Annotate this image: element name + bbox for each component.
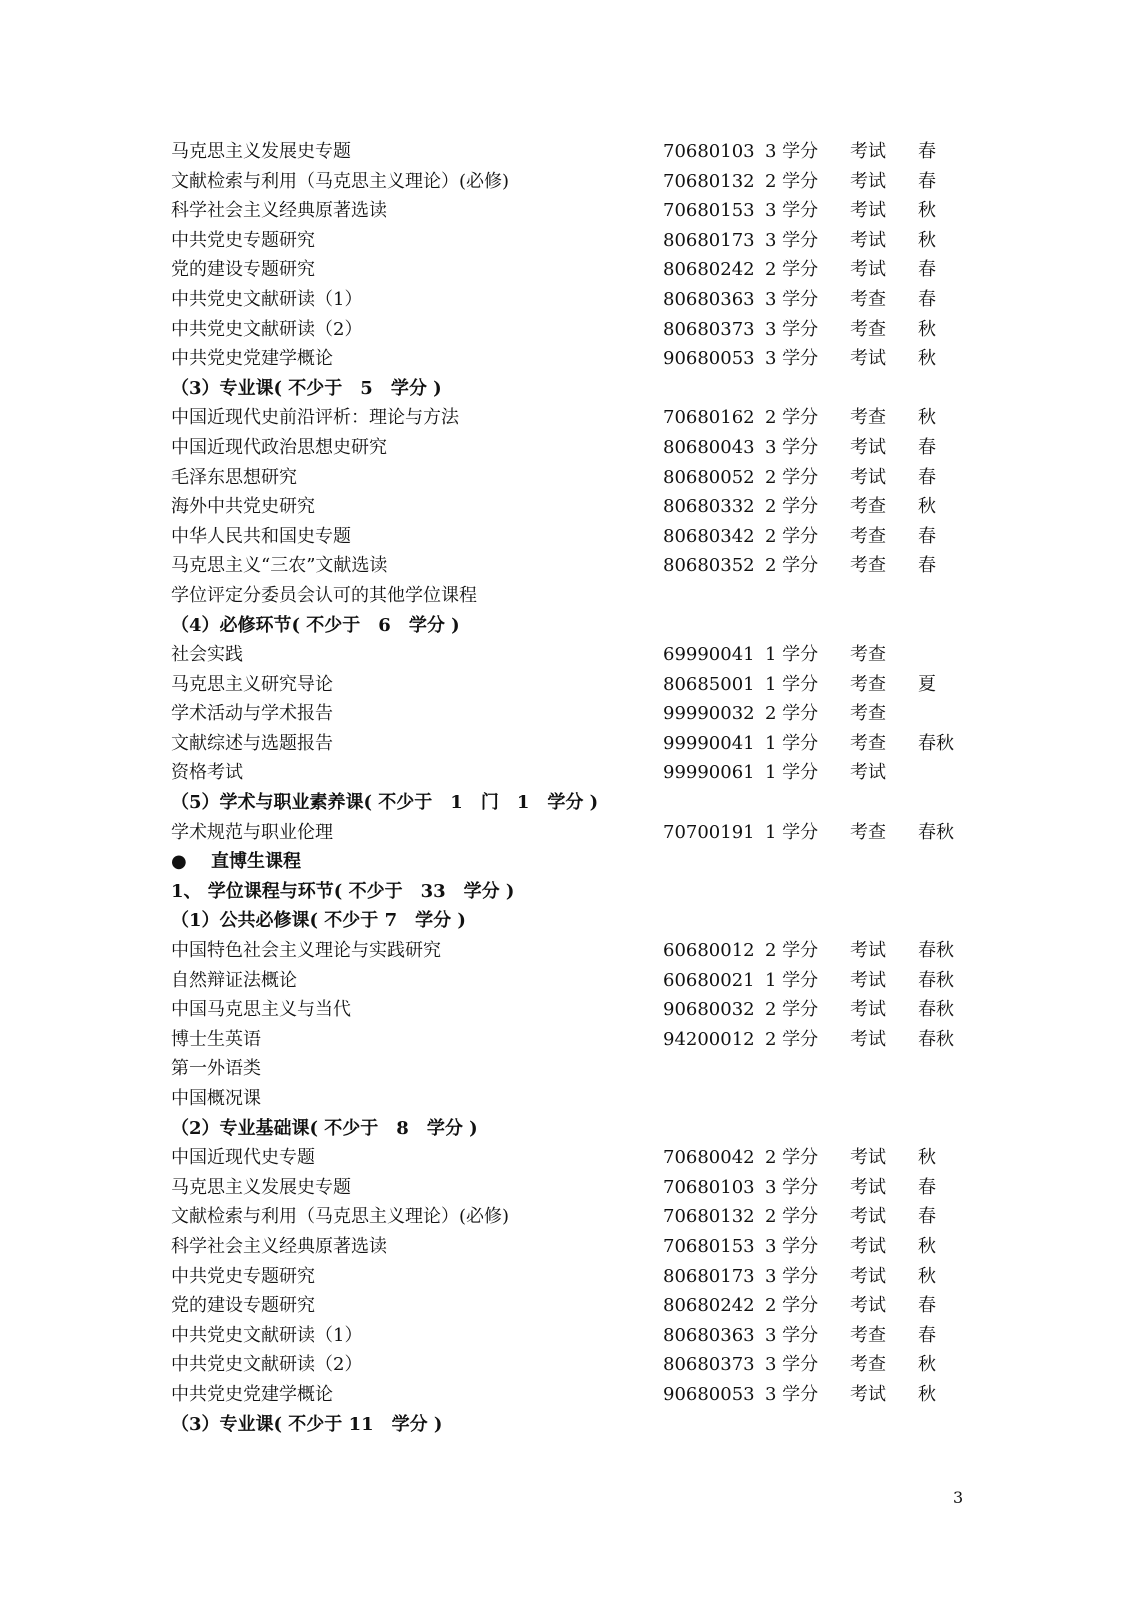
course-code: 80680242 <box>663 1295 755 1317</box>
course-name: 中国近现代史前沿评析：理论与方法 <box>171 407 459 429</box>
course-code: 80680173 <box>663 1265 755 1287</box>
course-document <box>171 137 971 1439</box>
course-credit: 3 学分 <box>765 229 819 251</box>
course-code: 70680042 <box>663 1147 755 1169</box>
course-name: 文献综述与选题报告 <box>171 732 333 754</box>
course-name: 中共党史专题研究 <box>171 229 315 251</box>
section-heading <box>171 1410 971 1440</box>
course-name: 中共党史文献研读（2） <box>171 318 363 340</box>
course-term: 秋 <box>918 496 936 518</box>
course-row <box>171 1054 971 1084</box>
course-name: 中国概况课 <box>171 1088 261 1109</box>
section-heading <box>171 877 971 907</box>
section-heading <box>171 788 971 818</box>
course-assessment: 考试 <box>850 200 886 222</box>
course-name: 博士生英语 <box>171 1028 261 1050</box>
section-heading <box>171 611 971 641</box>
course-credit: 2 学分 <box>765 555 819 577</box>
course-name: 中国马克思主义与当代 <box>171 999 351 1021</box>
course-term: 春秋 <box>918 1028 954 1050</box>
course-row <box>171 670 971 700</box>
course-credit: 2 学分 <box>765 1206 819 1228</box>
course-credit: 2 学分 <box>765 525 819 547</box>
course-assessment: 考查 <box>850 732 886 754</box>
course-assessment: 考试 <box>850 999 886 1021</box>
course-assessment: 考查 <box>850 407 886 429</box>
course-row <box>171 1084 971 1114</box>
course-name: 第一外语类 <box>171 1058 261 1080</box>
course-term: 春 <box>918 288 936 310</box>
course-assessment: 考查 <box>850 318 886 340</box>
course-name: 党的建设专题研究 <box>171 259 315 281</box>
course-assessment: 考试 <box>850 1176 886 1198</box>
course-name: 中共党史专题研究 <box>171 1265 315 1287</box>
course-row <box>171 758 971 788</box>
course-credit: 2 学分 <box>765 999 819 1021</box>
course-row <box>171 729 971 759</box>
section-heading <box>171 374 971 404</box>
course-assessment: 考查 <box>850 1324 886 1346</box>
course-row <box>171 463 971 493</box>
course-assessment: 考查 <box>850 555 886 577</box>
course-code: 80680373 <box>663 1354 755 1376</box>
section-heading-text: （4）必修环节( 不少于 6 学分 ) <box>171 614 460 636</box>
section-heading-text: （3）专业课( 不少于 5 学分 ) <box>171 377 442 399</box>
course-code: 80680332 <box>663 496 755 518</box>
course-row <box>171 936 971 966</box>
section-heading <box>171 906 971 936</box>
course-credit: 3 学分 <box>765 1383 819 1405</box>
section-heading-text: 1、 学位课程与环节( 不少于 33 学分 ) <box>171 880 515 902</box>
section-heading <box>171 847 971 877</box>
course-assessment: 考试 <box>850 1265 886 1287</box>
course-assessment: 考查 <box>850 644 886 666</box>
course-code: 99990041 <box>663 732 755 754</box>
course-code: 80680052 <box>663 466 755 488</box>
course-code: 70680162 <box>663 407 755 429</box>
course-term: 春秋 <box>918 969 954 991</box>
course-code: 70680153 <box>663 1235 755 1257</box>
course-term: 春 <box>918 170 936 192</box>
course-row <box>171 226 971 256</box>
course-name: 中国近现代政治思想史研究 <box>171 436 387 458</box>
course-name: 文献检索与利用（马克思主义理论）(必修) <box>171 170 510 192</box>
course-code: 94200012 <box>663 1028 755 1050</box>
course-row <box>171 1173 971 1203</box>
course-term: 春秋 <box>918 940 954 962</box>
course-term: 春 <box>918 1295 936 1317</box>
course-credit: 1 学分 <box>765 673 819 695</box>
course-credit: 3 学分 <box>765 1324 819 1346</box>
course-row <box>171 315 971 345</box>
course-name: 马克思主义研究导论 <box>171 673 333 695</box>
course-term: 春 <box>918 555 936 577</box>
course-row <box>171 995 971 1025</box>
course-row <box>171 403 971 433</box>
course-name: 党的建设专题研究 <box>171 1295 315 1317</box>
course-row <box>171 699 971 729</box>
course-row <box>171 1321 971 1351</box>
course-code: 60680021 <box>663 969 755 991</box>
course-code: 90680053 <box>663 1383 755 1405</box>
course-row <box>171 551 971 581</box>
course-credit: 2 学分 <box>765 259 819 281</box>
course-term: 夏 <box>918 673 936 695</box>
course-term: 春 <box>918 259 936 281</box>
course-credit: 3 学分 <box>765 1265 819 1287</box>
course-code: 90680032 <box>663 999 755 1021</box>
course-credit: 3 学分 <box>765 141 819 162</box>
course-term: 春 <box>918 466 936 488</box>
course-name: 马克思主义发展史专题 <box>171 1176 351 1198</box>
course-term: 秋 <box>918 318 936 340</box>
course-credit: 1 学分 <box>765 969 819 991</box>
course-row <box>171 137 971 167</box>
course-name: 资格考试 <box>171 762 243 784</box>
course-term: 秋 <box>918 1147 936 1169</box>
course-row <box>171 433 971 463</box>
course-credit: 1 学分 <box>765 821 819 843</box>
course-row <box>171 1291 971 1321</box>
course-assessment: 考查 <box>850 288 886 310</box>
course-code: 70680103 <box>663 141 755 162</box>
course-credit: 3 学分 <box>765 318 819 340</box>
course-code: 99990032 <box>663 703 755 725</box>
course-credit: 3 学分 <box>765 288 819 310</box>
section-heading-text: （1）公共必修课( 不少于 7 学分 ) <box>171 910 466 932</box>
course-credit: 1 学分 <box>765 762 819 784</box>
course-credit: 2 学分 <box>765 466 819 488</box>
course-term: 春秋 <box>918 999 954 1021</box>
course-row <box>171 640 971 670</box>
course-term: 春秋 <box>918 821 954 843</box>
course-assessment: 考试 <box>850 1147 886 1169</box>
course-row <box>171 1380 971 1410</box>
course-term: 秋 <box>918 200 936 222</box>
course-term: 秋 <box>918 1354 936 1376</box>
course-code: 70680132 <box>663 170 755 192</box>
course-name: 马克思主义“三农”文献选读 <box>171 555 388 577</box>
course-term: 春秋 <box>918 732 954 754</box>
section-heading <box>171 1114 971 1144</box>
course-code: 80680342 <box>663 525 755 547</box>
course-row <box>171 581 971 611</box>
course-assessment: 考试 <box>850 1206 886 1228</box>
course-credit: 3 学分 <box>765 348 819 370</box>
course-row <box>171 1350 971 1380</box>
course-row <box>171 1025 971 1055</box>
course-code: 80680173 <box>663 229 755 251</box>
course-credit: 2 学分 <box>765 496 819 518</box>
course-assessment: 考查 <box>850 673 886 695</box>
course-name: 海外中共党史研究 <box>171 496 315 518</box>
course-credit: 3 学分 <box>765 1354 819 1376</box>
course-credit: 3 学分 <box>765 200 819 222</box>
course-code: 80680352 <box>663 555 755 577</box>
course-code: 80685001 <box>663 673 755 695</box>
course-code: 69990041 <box>663 644 755 666</box>
course-code: 80680043 <box>663 436 755 458</box>
course-credit: 2 学分 <box>765 1028 819 1050</box>
course-term: 秋 <box>918 1235 936 1257</box>
course-credit: 3 学分 <box>765 1176 819 1198</box>
course-credit: 2 学分 <box>765 1147 819 1169</box>
course-term: 春 <box>918 525 936 547</box>
course-code: 80680363 <box>663 288 755 310</box>
course-row <box>171 255 971 285</box>
course-assessment: 考试 <box>850 229 886 251</box>
course-row <box>171 1262 971 1292</box>
course-term: 秋 <box>918 1383 936 1405</box>
course-row <box>171 966 971 996</box>
course-credit: 2 学分 <box>765 170 819 192</box>
course-term: 秋 <box>918 407 936 429</box>
course-row <box>171 1143 971 1173</box>
course-term: 春 <box>918 1324 936 1346</box>
course-row <box>171 818 971 848</box>
course-name: 文献检索与利用（马克思主义理论）(必修) <box>171 1206 510 1228</box>
course-assessment: 考查 <box>850 525 886 547</box>
course-code: 80680373 <box>663 318 755 340</box>
course-name: 中共党史文献研读（2） <box>171 1354 363 1376</box>
course-assessment: 考试 <box>850 969 886 991</box>
course-code: 80680363 <box>663 1324 755 1346</box>
course-name: 学术规范与职业伦理 <box>171 821 333 843</box>
course-name: 马克思主义发展史专题 <box>171 141 351 162</box>
course-name: 中共党史党建学概论 <box>171 1383 333 1405</box>
course-code: 70680153 <box>663 200 755 222</box>
section-heading-text: （2）专业基础课( 不少于 8 学分 ) <box>171 1117 478 1139</box>
course-assessment: 考试 <box>850 940 886 962</box>
page-number: 3 <box>953 1488 964 1507</box>
course-term: 秋 <box>918 229 936 251</box>
course-name: 科学社会主义经典原著选读 <box>171 200 387 222</box>
course-credit: 2 学分 <box>765 703 819 725</box>
course-term: 春 <box>918 1206 936 1228</box>
course-code: 70680103 <box>663 1176 755 1198</box>
course-term: 春 <box>918 436 936 458</box>
course-row <box>171 1232 971 1262</box>
course-row <box>171 1202 971 1232</box>
course-assessment: 考试 <box>850 348 886 370</box>
course-assessment: 考试 <box>850 762 886 784</box>
course-term: 春 <box>918 141 936 162</box>
course-credit: 3 学分 <box>765 1235 819 1257</box>
course-assessment: 考试 <box>850 1295 886 1317</box>
course-code: 90680053 <box>663 348 755 370</box>
course-row <box>171 196 971 226</box>
course-credit: 3 学分 <box>765 436 819 458</box>
course-assessment: 考试 <box>850 466 886 488</box>
course-assessment: 考试 <box>850 259 886 281</box>
course-row <box>171 344 971 374</box>
course-name: 中国特色社会主义理论与实践研究 <box>171 940 441 962</box>
course-name: 中国近现代史专题 <box>171 1147 315 1169</box>
course-credit: 2 学分 <box>765 940 819 962</box>
course-assessment: 考试 <box>850 436 886 458</box>
section-heading-text: （5）学术与职业素养课( 不少于 1 门 1 学分 ) <box>171 792 599 814</box>
course-term: 秋 <box>918 348 936 370</box>
course-code: 80680242 <box>663 259 755 281</box>
course-row <box>171 285 971 315</box>
course-name: 毛泽东思想研究 <box>171 466 297 488</box>
course-name: 学术活动与学术报告 <box>171 703 333 725</box>
course-code: 99990061 <box>663 762 755 784</box>
course-assessment: 考试 <box>850 141 886 162</box>
course-row <box>171 492 971 522</box>
course-name: 社会实践 <box>171 644 243 666</box>
course-name: 科学社会主义经典原著选读 <box>171 1235 387 1257</box>
course-credit: 1 学分 <box>765 732 819 754</box>
course-assessment: 考试 <box>850 1028 886 1050</box>
course-credit: 2 学分 <box>765 407 819 429</box>
course-name: 中华人民共和国史专题 <box>171 525 351 547</box>
course-assessment: 考试 <box>850 1235 886 1257</box>
course-assessment: 考试 <box>850 170 886 192</box>
course-name: 自然辩证法概论 <box>171 969 297 991</box>
course-assessment: 考查 <box>850 496 886 518</box>
course-term: 春 <box>918 1176 936 1198</box>
course-name: 中共党史文献研读（1） <box>171 288 363 310</box>
course-assessment: 考查 <box>850 1354 886 1376</box>
course-credit: 1 学分 <box>765 644 819 666</box>
course-name: 中共党史党建学概论 <box>171 348 333 370</box>
course-code: 70700191 <box>663 821 755 843</box>
course-assessment: 考试 <box>850 1383 886 1405</box>
course-assessment: 考查 <box>850 703 886 725</box>
course-row <box>171 167 971 197</box>
section-heading-text: （3）专业课( 不少于 11 学分 ) <box>171 1413 443 1435</box>
course-credit: 2 学分 <box>765 1295 819 1317</box>
course-name: 学位评定分委员会认可的其他学位课程 <box>171 584 477 606</box>
course-assessment: 考查 <box>850 821 886 843</box>
course-code: 60680012 <box>663 940 755 962</box>
course-name: 中共党史文献研读（1） <box>171 1324 363 1346</box>
course-row <box>171 522 971 552</box>
section-heading-text: ● 直博生课程 <box>171 851 301 873</box>
course-code: 70680132 <box>663 1206 755 1228</box>
course-term: 秋 <box>918 1265 936 1287</box>
